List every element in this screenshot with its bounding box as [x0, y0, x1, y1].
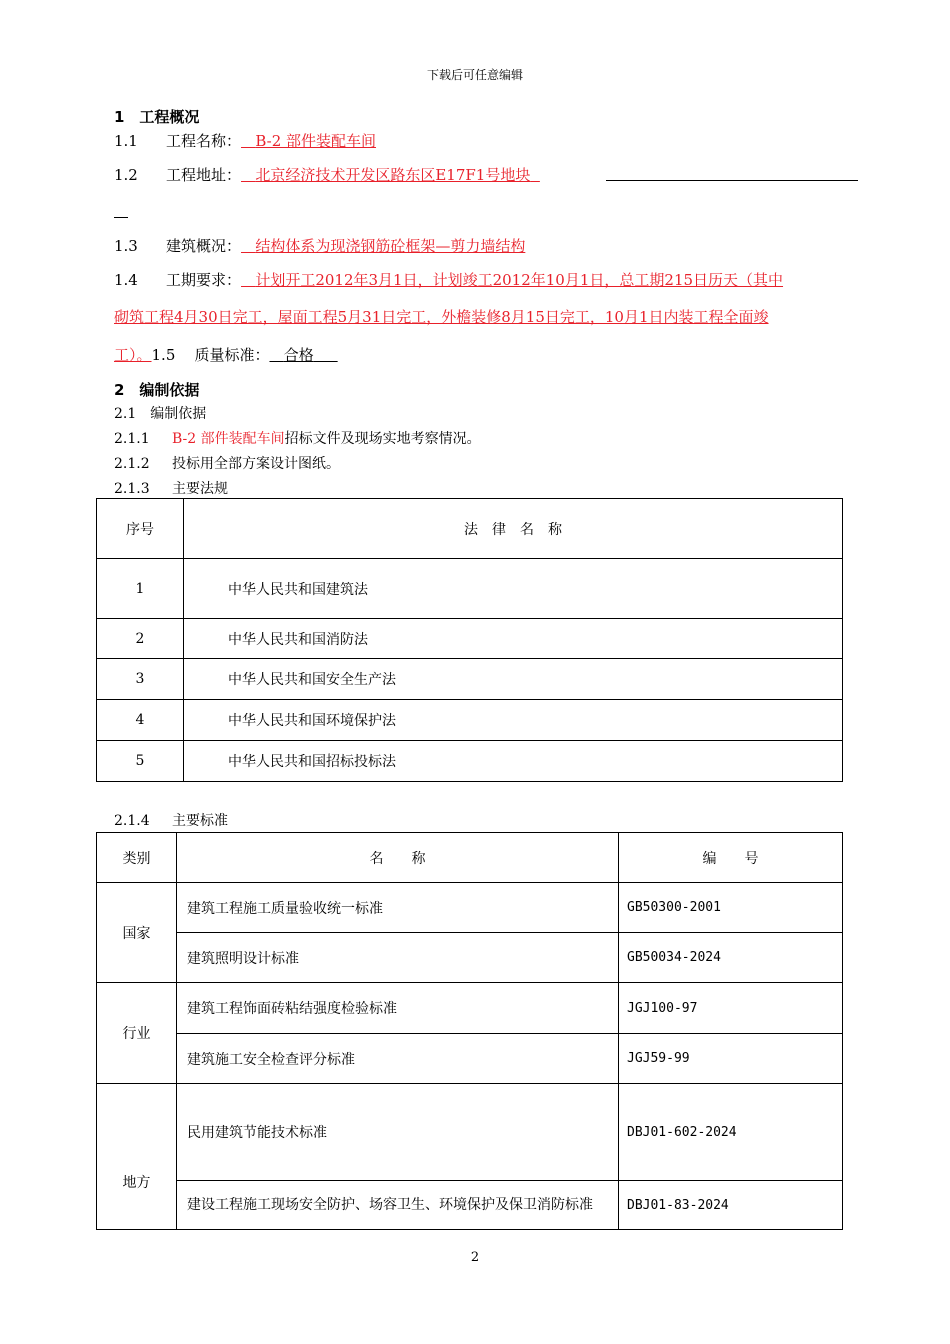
item-2-1-2: 2.1.2 投标用全部方案设计图纸。 — [114, 456, 340, 472]
standard-code: GB50300-2001 — [619, 883, 843, 933]
table-row — [97, 1034, 843, 1084]
standard-name: 建筑照明设计标准 — [177, 933, 619, 983]
law-name: 中华人民共和国环境保护法 — [184, 700, 843, 741]
item-1-3: 1.3 建筑概况： 结构体系为现浇钢筋砼框架—剪力墙结构 — [114, 237, 526, 255]
table-row — [97, 659, 843, 700]
law-name: 中华人民共和国安全生产法 — [184, 659, 843, 700]
col-header-category: 类别 — [97, 833, 177, 883]
section-2-title: 2 编制依据 — [114, 381, 200, 399]
item-2-1-1: 2.1.1 B-2 部件装配车间招标文件及现场实地考察情况。 — [114, 431, 481, 447]
col-header-law-name: 法 律 名 称 — [184, 499, 843, 559]
section-1-title: 1 工程概况 — [114, 108, 200, 126]
standard-code: JGJ59-99 — [619, 1034, 843, 1084]
page-header: 下载后可任意编辑 — [426, 68, 523, 82]
table-row — [97, 619, 843, 659]
underline-fill — [114, 217, 128, 218]
col-header-name: 名 称 — [177, 833, 619, 883]
category-cell: 行业 — [97, 983, 177, 1084]
item-1-4-end-and-1-5: 工）。1.5 质量标准： 合格 — [114, 346, 314, 364]
standards-table — [96, 832, 843, 1230]
table-row — [97, 883, 843, 933]
law-name: 中华人民共和国招标投标法 — [184, 741, 843, 782]
table-row — [97, 1084, 843, 1181]
laws-table — [96, 498, 843, 782]
standard-code: JGJ100-97 — [619, 983, 843, 1034]
standard-name: 民用建筑节能技术标准 — [177, 1084, 619, 1181]
table-row — [97, 700, 843, 741]
law-index: 4 — [97, 700, 184, 741]
underline-fill — [606, 180, 858, 181]
standards-header-row — [97, 833, 843, 883]
law-name: 中华人民共和国建筑法 — [184, 559, 843, 619]
item-1-1: 1.1 工程名称： B-2 部件装配车间 — [114, 132, 377, 150]
table-row — [97, 1181, 843, 1230]
law-index: 5 — [97, 741, 184, 782]
standard-name: 建设工程施工现场安全防护、场容卫生、环境保护及保卫消防标准 — [177, 1181, 619, 1230]
table-row — [97, 933, 843, 983]
item-2-1-3: 2.1.3 主要法规 — [114, 481, 228, 497]
sub-2-1: 2.1 编制依据 — [114, 406, 207, 422]
standard-code: DBJ01-83-2024 — [619, 1181, 843, 1230]
standard-name: 建筑工程施工质量验收统一标准 — [177, 883, 619, 933]
table-row — [97, 559, 843, 619]
item-1-4: 1.4 工期要求： 计划开工2012年3月1日，计划竣工2012年10月1日，总工期215日历天（其中 — [114, 271, 784, 289]
category-cell: 地方 — [97, 1084, 177, 1230]
item-2-1-4: 2.1.4 主要标准 — [114, 813, 228, 829]
standard-name: 建筑工程饰面砖粘结强度检验标准 — [177, 983, 619, 1034]
category-cell: 国家 — [97, 883, 177, 983]
law-name: 中华人民共和国消防法 — [184, 619, 843, 659]
law-index: 1 — [97, 559, 184, 619]
standard-name: 建筑施工安全检查评分标准 — [177, 1034, 619, 1084]
standard-code: DBJ01-602-2024 — [619, 1084, 843, 1181]
item-1-2: 1.2 工程地址： 北京经济技术开发区路东区E17F1号地块 — [114, 166, 531, 184]
table-row — [97, 983, 843, 1034]
table-row — [97, 741, 843, 782]
standard-code: GB50034-2024 — [619, 933, 843, 983]
law-index: 2 — [97, 619, 184, 659]
law-index: 3 — [97, 659, 184, 700]
item-1-4-cont: 砌筑工程4月30日完工，屋面工程5月31日完工，外檐装修8月15日完工，10月1日内装工程全面竣 — [114, 308, 769, 326]
col-header-code: 编 号 — [619, 833, 843, 883]
laws-header-row — [97, 499, 843, 559]
col-header-index: 序号 — [97, 499, 184, 559]
page-number: 2 — [470, 1250, 480, 1265]
